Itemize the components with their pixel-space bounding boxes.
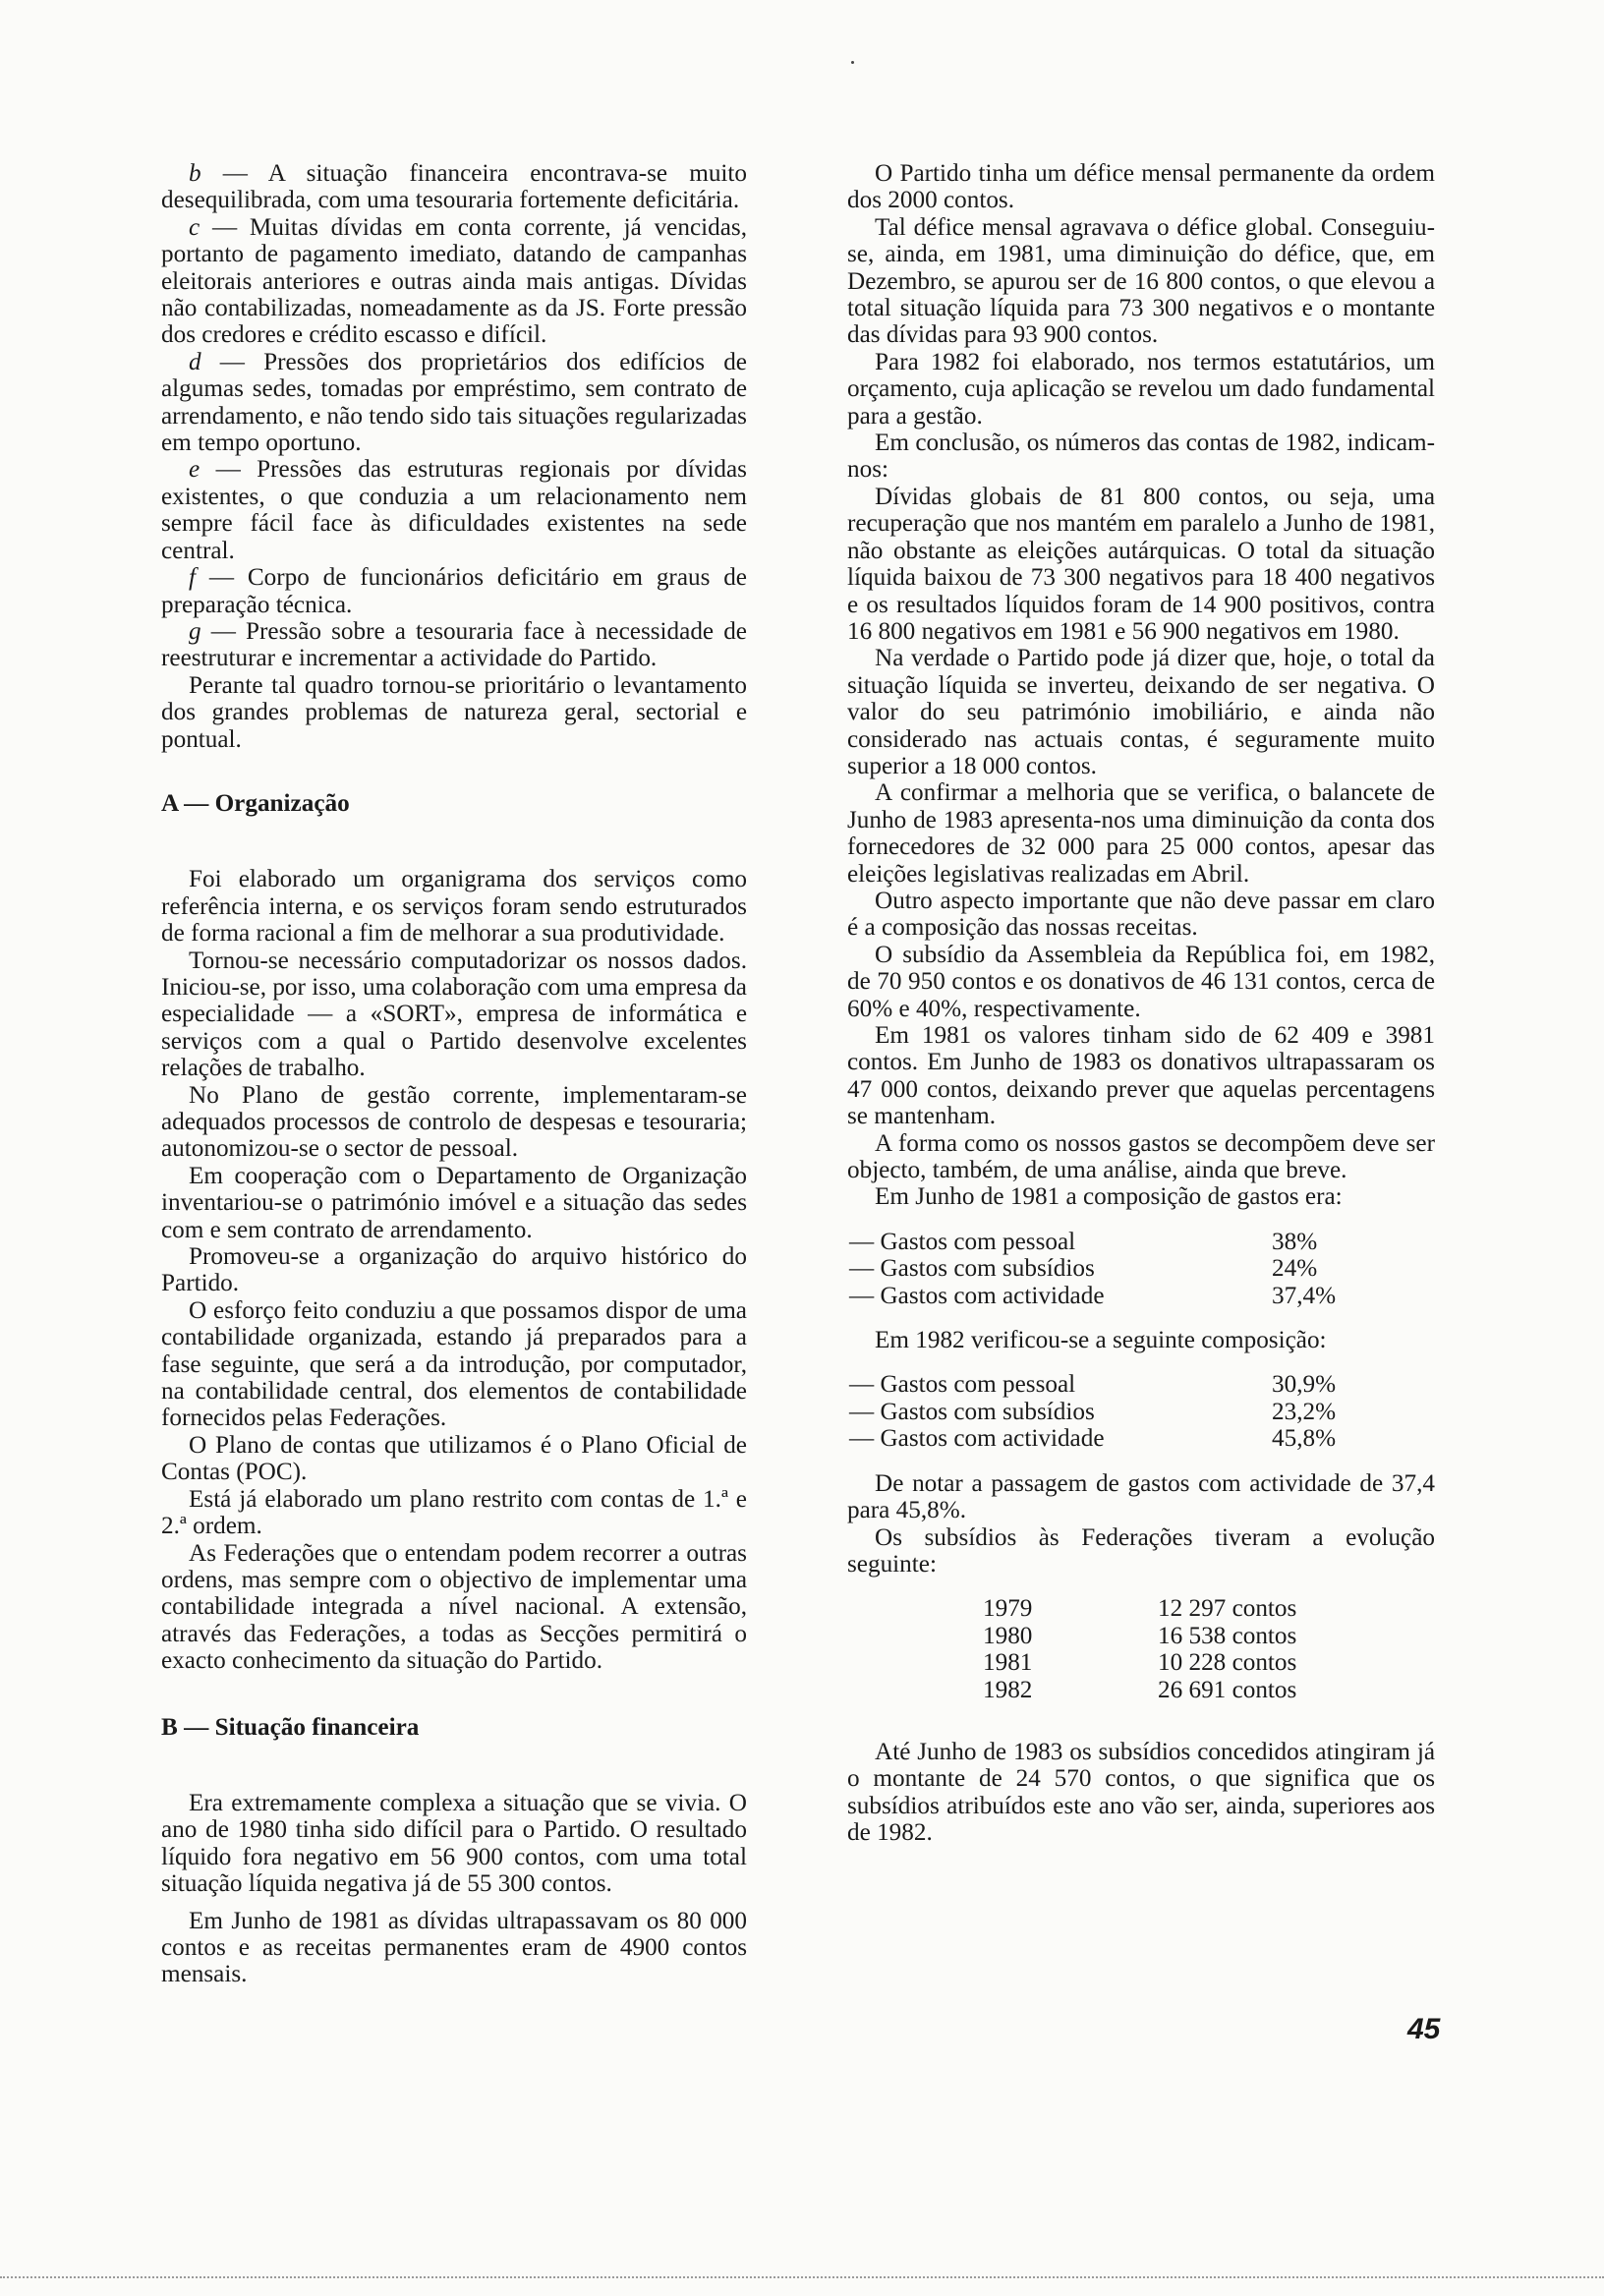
left-column bbox=[161, 160, 747, 1988]
table-row: 1982 26 691 contos bbox=[983, 1676, 1297, 1703]
list-item: e — Pressões das estruturas regionais por dívidas existentes, o que conduzia a um relacionamento nem sempre fácil face às dificuldades existentes na sede central. bbox=[161, 456, 747, 564]
table-row: 1981 10 228 contos bbox=[983, 1649, 1297, 1677]
gastos-1982-table bbox=[849, 1371, 1336, 1452]
paragraph: Na verdade o Partido pode já dizer que, hoje, o total da situação líquida se inverteu, deixando de ser negativa. O valor do seu património imobiliário, e ainda não considerado nas actuais contas, é seguramente muito superior a 18 000 contos. bbox=[847, 645, 1435, 779]
paragraph: Era extremamente complexa a situação que se vivia. O ano de 1980 tinha sido difícil para o Partido. O resultado líquido fora negativo em 56 900 contos, com uma total situação líquida negativa já de 55 300 contos. bbox=[161, 1789, 747, 1898]
list-item: d — Pressões dos proprietários dos edifícios de algumas sedes, tomadas por empréstimo, sem contrato de arrendamento, e não tendo sido tais situações regularizadas em tempo oportuno. bbox=[161, 348, 747, 457]
section-heading-situacao-financeira: B — Situação financeira bbox=[161, 1713, 420, 1741]
paragraph: Em cooperação com o Departamento de Organização inventariou-se o património imóvel e a situação das sedes com e sem contrato de arrendamento. bbox=[161, 1162, 747, 1243]
table-row: — Gastos com pessoal 30,9% bbox=[849, 1371, 1337, 1399]
section-heading-organizacao: A — Organização bbox=[161, 789, 350, 817]
gastos-1981-table bbox=[849, 1229, 1336, 1309]
paragraph: As Federações que o entendam podem recorrer a outras ordens, mas sempre com o objectivo de implementar uma contabilidade integrada a nível nacional. A extensão, através das Federações, a todas as Secções permitirá o exacto conhecimento da situação do Partido. bbox=[161, 1539, 747, 1675]
paragraph: Em conclusão, os números das contas de 1982, indicam-nos: bbox=[847, 430, 1435, 484]
paragraph: O esforço feito conduziu a que possamos dispor de uma contabilidade organizada, estando já preparados para a fase seguinte, que será a da introdução, por computador, na contabilidade central, dos elementos de contabilidade fornecidos pelas Federações. bbox=[161, 1296, 747, 1432]
paragraph: Tal défice mensal agravava o défice global. Conseguiu-se, ainda, em 1981, uma diminuição do défice, que, em Dezembro, se apurou ser de 16 800 contos, o que elevou a total situação líquida para 73 300 negativos e o montante das dívidas para 93 900 contos. bbox=[847, 213, 1435, 349]
list-item: c — Muitas dívidas em conta corrente, já vencidas, portanto de pagamento imediato, datando de campanhas eleitorais anteriores e outras ainda mais antigas. Dívidas não contabilizadas, nomeadamente as da JS. Forte pressão dos credores e crédito escasso e difícil. bbox=[161, 213, 747, 349]
paragraph: Para 1982 foi elaborado, nos termos estatutários, um orçamento, cuja aplicação se revelou um dado fundamental para a gestão. bbox=[847, 348, 1435, 430]
page-number: 45 bbox=[1407, 2013, 1441, 2045]
table-row: — Gastos com subsídios 23,2% bbox=[849, 1398, 1337, 1425]
paragraph: Em Junho de 1981 a composição de gastos era: bbox=[875, 1183, 1343, 1211]
paragraph: Perante tal quadro tornou-se prioritário o levantamento dos grandes problemas de natureza geral, sectorial e pontual. bbox=[161, 671, 747, 753]
paragraph: De notar a passagem de gastos com actividade de 37,4 para 45,8%. bbox=[847, 1469, 1435, 1524]
paragraph: Foi elaborado um organigrama dos serviços como referência interna, e os serviços foram sendo estruturados de forma racional a fim de melhorar a sua produtividade. bbox=[161, 866, 747, 947]
table-row: — Gastos com pessoal 38% bbox=[849, 1228, 1318, 1255]
subsidios-table bbox=[983, 1595, 1296, 1703]
paragraph: Outro aspecto importante que não deve passar em claro é a composição das nossas receitas. bbox=[847, 887, 1435, 942]
paragraph: Até Junho de 1983 os subsídios concedidos atingiram já o montante de 24 570 contos, o que significa que os subsídios atribuídos este ano vão ser, ainda, superiores aos de 1982. bbox=[847, 1738, 1435, 1847]
paragraph: O subsídio da Assembleia da República foi, em 1982, de 70 950 contos e os donativos de 46 131 contos, cerca de 60% e 40%, respectivamente. bbox=[847, 941, 1435, 1022]
paragraph: A confirmar a melhoria que se verifica, o balancete de Junho de 1983 apresenta-nos uma diminuição da conta dos fornecedores de 32 000 para 25 000 contos, apesar das eleições legislativas realizadas em Abril. bbox=[847, 779, 1435, 888]
list-item: g — Pressão sobre a tesouraria face à necessidade de reestruturar e incrementar a actividade do Partido. bbox=[161, 617, 747, 672]
section-organizacao-body bbox=[161, 866, 747, 1674]
paragraph: O Partido tinha um défice mensal permanente da ordem dos 2000 contos. bbox=[847, 160, 1435, 214]
table-row: — Gastos com actividade 45,8% bbox=[849, 1425, 1337, 1453]
paragraph: Em 1982 verificou-se a seguinte composição: bbox=[875, 1327, 1327, 1354]
paragraph: Em 1981 os valores tinham sido de 62 409 e 3981 contos. Em Junho de 1983 os donativos ultrapassaram os 47 000 contos, deixando prever que aquelas percentagens se mantenham. bbox=[847, 1022, 1435, 1130]
table-row: 1980 16 538 contos bbox=[983, 1622, 1297, 1649]
right-column bbox=[847, 160, 1435, 1847]
paragraph: Promoveu-se a organização do arquivo histórico do Partido. bbox=[161, 1243, 747, 1297]
paragraph: A forma como os nossos gastos se decompõem deve ser objecto, também, de uma análise, ainda que breve. bbox=[847, 1129, 1435, 1184]
paragraph: Está já elaborado um plano restrito com contas de 1.ª e 2.ª ordem. bbox=[161, 1485, 747, 1540]
scan-artifact-line bbox=[0, 2276, 1604, 2278]
paragraph: Tornou-se necessário computadorizar os nossos dados. Iniciou-se, por isso, uma colaboração com uma empresa da especialidade — a «SORT», empresa de informática e serviços com a qual o Partido desenvolve excelentes relações de trabalho. bbox=[161, 947, 747, 1082]
scan-speck bbox=[851, 61, 854, 64]
paragraph: No Plano de gestão corrente, implementaram-se adequados processos de controlo de despesas e tesouraria; autonomizou-se o sector de pessoal. bbox=[161, 1081, 747, 1163]
paragraph: Em Junho de 1981 as dívidas ultrapassavam os 80 000 contos e as receitas permanentes eram de 4900 contos mensais. bbox=[161, 1907, 747, 1988]
paragraph: Os subsídios às Federações tiveram a evolução seguinte: bbox=[847, 1523, 1435, 1578]
paragraph: O Plano de contas que utilizamos é o Plano Oficial de Contas (POC). bbox=[161, 1431, 747, 1486]
table-row: — Gastos com actividade 37,4% bbox=[849, 1282, 1337, 1309]
table-row: — Gastos com subsídios 24% bbox=[849, 1255, 1318, 1283]
table-row: 1979 12 297 contos bbox=[983, 1595, 1297, 1623]
section-situacao-body bbox=[161, 1790, 747, 1988]
list-item: f — Corpo de funcionários deficitário em graus de preparação técnica. bbox=[161, 564, 747, 618]
list-item: b — A situação financeira encontrava-se muito desequilibrada, com uma tesouraria fortemente deficitária. bbox=[161, 160, 747, 214]
deficiency-list bbox=[161, 160, 747, 672]
paragraph: Dívidas globais de 81 800 contos, ou seja, uma recuperação que nos mantém em paralelo a Junho de 1981, não obstante as eleições autárquicas. O total da situação líquida baixou de 73 300 negativos para 18 400 negativos e os resultados líquidos foram de 14 900 positivos, contra 16 800 negativos em 1981 e 56 900 negativos em 1980. bbox=[847, 483, 1435, 645]
